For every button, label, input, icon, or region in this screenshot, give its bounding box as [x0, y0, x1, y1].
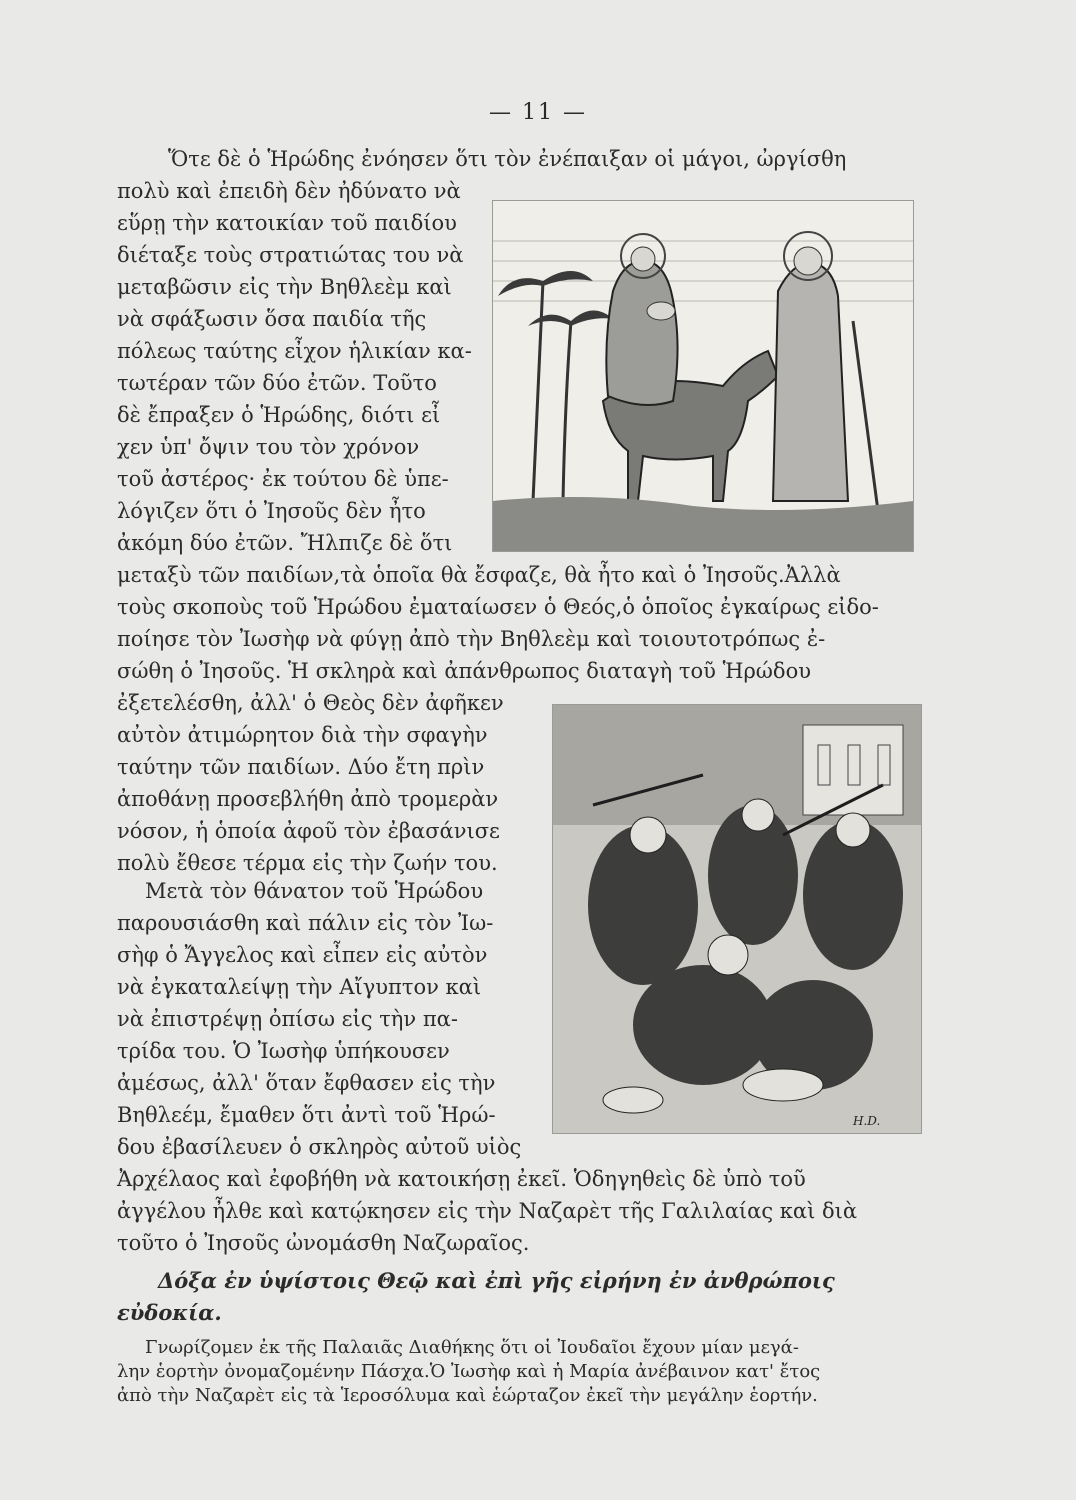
text-line: τωτέραν τῶν δύο ἐτῶν. Τοῦτο: [117, 371, 437, 395]
text-line: νόσον, ἡ ὁποία ἀφοῦ τὸν ἐβασάνισε: [117, 819, 500, 843]
text-line: νὰ σφάξωσιν ὅσα παιδία τῆς: [117, 307, 427, 331]
text-line: Βηθλεέμ, ἔμαθεν ὅτι ἀντὶ τοῦ Ἡρώ-: [117, 1103, 496, 1127]
text-line: τρίδα του. Ὁ Ἰωσὴφ ὑπήκουσεν: [117, 1039, 450, 1063]
text-line: ποίησε τὸν Ἰωσὴφ νὰ φύγῃ ἀπὸ τὴν Βηθλεὲμ καὶ τοιουτοτρόπως ἐ-: [117, 627, 826, 651]
massacre-of-innocents-illustration: [552, 704, 922, 1134]
text-line: μεταβῶσιν εἰς τὴν Βηθλεὲμ καὶ: [117, 275, 452, 299]
text-line: Ἀρχέλαος καὶ ἐφοβήθη νὰ κατοικήσῃ ἐκεῖ. Ὁδηγηθεὶς δὲ ὑπὸ τοῦ: [117, 1167, 806, 1191]
flight-into-egypt-illustration: [492, 200, 914, 552]
engraving-image: [553, 705, 921, 1133]
text-line: εὕρῃ τὴν κατοικίαν τοῦ παιδίου: [117, 211, 457, 235]
text-line: σὴφ ὁ Ἄγγελος καὶ εἶπεν εἰς αὐτὸν: [117, 943, 488, 967]
text-line: πολὺ ἔθεσε τέρμα εἰς τὴν ζωήν του.: [117, 851, 498, 875]
text-line: ἀκόμη δύο ἐτῶν. Ἤλπιζε δὲ ὅτι: [117, 531, 453, 555]
text-line: λόγιζεν ὅτι ὁ Ἰησοῦς δὲν ἦτο: [117, 499, 426, 523]
text-line: νὰ ἐπιστρέψῃ ὀπίσω εἰς τὴν πα-: [117, 1007, 458, 1031]
text-line: πόλεως ταύτης εἶχον ἡλικίαν κα-: [117, 339, 472, 363]
text-line: δου ἐβασίλευεν ὁ σκληρὸς αὐτοῦ υἱὸς: [117, 1135, 522, 1159]
text-line: νὰ ἐγκαταλείψῃ τὴν Αἴγυπτον καὶ: [117, 975, 482, 999]
section-heading: Δόξα ἐν ὑψίστοις Θεῷ καὶ ἐπὶ γῆς εἰρήνη ἐν ἀνθρώποις: [158, 1268, 835, 1293]
text-line: τοῦτο ὁ Ἰησοῦς ὠνομάσθη Ναζωραῖος.: [117, 1231, 530, 1255]
text-line: ταύτην τῶν παιδίων. Δύο ἔτη πρὶν: [117, 755, 485, 779]
text-line: δὲ ἔπραξεν ὁ Ἡρώδης, διότι εἶ: [117, 403, 441, 427]
text-line: τοῦ ἀστέρος· ἐκ τούτου δὲ ὑπε-: [117, 467, 449, 491]
text-line: Μετὰ τὸν θάνατον τοῦ Ἡρώδου: [145, 879, 484, 903]
text-line: τοὺς σκοποὺς τοῦ Ἡρώδου ἐματαίωσεν ὁ Θεός,ὁ ὁποῖος ἐγκαίρως εἰδο-: [117, 595, 879, 619]
text-line: ἀμέσως, ἀλλ' ὅταν ἔφθασεν εἰς τὴν: [117, 1071, 496, 1095]
text-line: Γνωρίζομεν ἐκ τῆς Παλαιᾶς Διαθήκης ὅτι οἱ Ἰουδαῖοι ἔχουν μίαν μεγά-: [145, 1337, 799, 1358]
text-line: πολὺ καὶ ἐπειδὴ δὲν ἠδύνατο νὰ: [117, 179, 461, 203]
text-line: παρουσιάσθη καὶ πάλιν εἰς τὸν Ἰω-: [117, 911, 494, 935]
text-line: ἀγγέλου ἦλθε καὶ κατῴκησεν εἰς τὴν Ναζαρὲτ τῆς Γαλιλαίας καὶ διὰ: [117, 1199, 858, 1223]
text-line: ἀποθάνῃ προσεβλήθη ἀπὸ τρομερὰν: [117, 787, 499, 811]
text-line: διέταξε τοὺς στρατιώτας του νὰ: [117, 243, 464, 267]
section-heading: εὐδοκία.: [117, 1300, 222, 1325]
text-line: Ὅτε δὲ ὁ Ἡρώδης ἐνόησεν ὅτι τὸν ἐνέπαιξαν οἱ μάγοι, ὠργίσθη: [168, 147, 847, 171]
text-line: αὐτὸν ἀτιμώρητον διὰ τὴν σφαγὴν: [117, 723, 488, 747]
text-line: σώθη ὁ Ἰησοῦς. Ἡ σκληρὰ καὶ ἀπάνθρωπος διαταγὴ τοῦ Ἡρώδου: [117, 659, 811, 683]
engraver-signature: H.D.: [853, 1114, 881, 1128]
engraving-image: [493, 201, 913, 551]
text-line: μεταξὺ τῶν παιδίων,τὰ ὁποῖα θὰ ἔσφαζε, θὰ ἦτο καὶ ὁ Ἰησοῦς.Ἀλλὰ: [117, 563, 841, 587]
text-line: ἀπὸ τὴν Ναζαρὲτ εἰς τὰ Ἱεροσόλυμα καὶ ἑώρταζον ἐκεῖ τὴν μεγάλην ἑορτήν.: [117, 1385, 818, 1406]
page-number: — 11 —: [489, 100, 587, 125]
text-line: ἐξετελέσθη, ἀλλ' ὁ Θεὸς δὲν ἀφῆκεν: [117, 691, 504, 715]
text-line: λην ἑορτὴν ὀνομαζομένην Πάσχα.Ὁ Ἰωσὴφ καὶ ἡ Μαρία ἀνέβαινον κατ' ἔτος: [117, 1361, 821, 1382]
text-line: χεν ὑπ' ὄψιν του τὸν χρόνον: [117, 435, 420, 459]
